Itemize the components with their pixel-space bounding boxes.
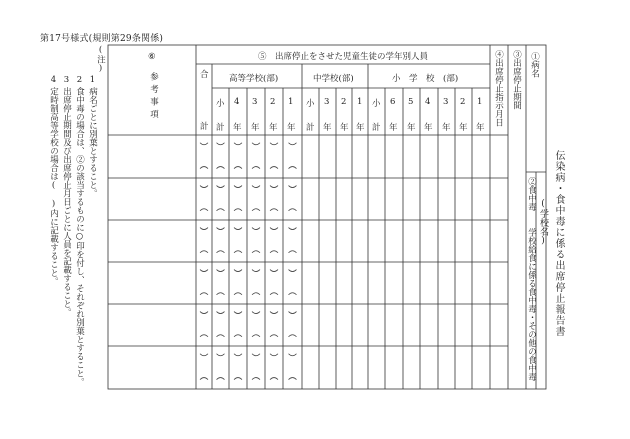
grand-total-top: 合 xyxy=(200,70,209,80)
bracket-open-mark xyxy=(234,312,242,314)
elem-grade-6: 6 xyxy=(390,97,396,107)
middle-grade-1: 1 xyxy=(357,97,363,107)
disease-name-label: ①病名 xyxy=(529,52,540,78)
bracket-open-mark xyxy=(252,270,260,272)
bracket-open-mark xyxy=(200,143,208,145)
bracket-close-mark xyxy=(217,293,225,295)
elem-grade-2: 2 xyxy=(460,97,466,107)
bracket-close-mark xyxy=(252,167,260,169)
note-number-4: 4 xyxy=(48,75,59,85)
bracket-close-mark xyxy=(270,167,278,169)
bracket-close-mark xyxy=(289,335,297,337)
elem-grade-2-nen: 年 xyxy=(459,123,468,133)
suspension-period-header: ③出席停止期間 xyxy=(511,50,522,110)
elem-grade-6-nen: 年 xyxy=(389,123,398,133)
bracket-close-mark xyxy=(252,378,260,380)
note-text-2: 食中毒の場合は、②の該当するものに○印を付し、それぞれ別葉とすること。 xyxy=(74,87,85,386)
form-number: 第17号様式(規則第29条関係) xyxy=(40,34,164,44)
note-number-2: 2 xyxy=(74,75,85,85)
bracket-close-mark xyxy=(234,335,242,337)
bracket-open-mark xyxy=(270,354,278,356)
notes-heading: (注) xyxy=(95,45,106,74)
bracket-close-mark xyxy=(217,378,225,380)
bracket-open-mark xyxy=(200,186,208,188)
note-text-1: 病名ごとに別葉とすること。 xyxy=(87,87,98,198)
high-grade-1: 1 xyxy=(288,97,294,107)
high-grade-3: 3 xyxy=(252,97,258,107)
bracket-close-mark xyxy=(270,335,278,337)
bracket-open-mark xyxy=(289,270,297,272)
note-text-4: 定時制高等学校の場合は( )内に記載すること。 xyxy=(48,87,59,286)
bracket-close-mark xyxy=(270,293,278,295)
bracket-open-mark xyxy=(217,354,225,356)
bracket-close-mark xyxy=(270,378,278,380)
grand-total-bottom: 計 xyxy=(200,122,209,132)
remarks-number: ⑥ xyxy=(148,52,156,62)
middle-school-group-header: 中学校(部) xyxy=(313,74,354,84)
note-text-3: 出席停止期間及び出席停止月日ごとに人員を記載すること。 xyxy=(61,87,72,317)
bracket-close-mark xyxy=(234,293,242,295)
high-grade-2-nen: 年 xyxy=(269,123,278,133)
bracket-open-mark xyxy=(289,312,297,314)
elem-grade-3-nen: 年 xyxy=(442,123,451,133)
bracket-close-mark xyxy=(234,378,242,380)
bracket-open-mark xyxy=(200,228,208,230)
bracket-open-mark xyxy=(270,312,278,314)
bracket-open-mark xyxy=(289,354,297,356)
bracket-close-mark xyxy=(200,293,208,295)
bracket-close-mark xyxy=(289,209,297,211)
middle-grade-2-nen: 年 xyxy=(340,123,349,133)
high-grade-3-nen: 年 xyxy=(251,123,260,133)
report-title: 伝染病・食中毒に係る出席停止報告書 xyxy=(553,150,564,337)
suspension-date-header: ④出席停止指示月日 xyxy=(493,50,504,127)
bracket-open-mark xyxy=(200,270,208,272)
food-poisoning-type-label: 学校給食に係る食中毒・その他の食中毒 xyxy=(526,228,537,381)
high-grade-4-nen: 年 xyxy=(233,123,242,133)
bracket-open-mark xyxy=(252,228,260,230)
bracket-open-mark xyxy=(234,270,242,272)
high-grade-2: 2 xyxy=(270,97,276,107)
bracket-close-mark xyxy=(200,209,208,211)
bracket-open-mark xyxy=(217,312,225,314)
bracket-open-mark xyxy=(200,354,208,356)
bracket-close-mark xyxy=(289,378,297,380)
middle-grade-3: 3 xyxy=(324,97,330,107)
bracket-open-mark xyxy=(252,312,260,314)
note-number-1: 1 xyxy=(87,75,98,85)
elem-grade-4: 4 xyxy=(425,97,431,107)
elem-grade-4-nen: 年 xyxy=(424,123,433,133)
bracket-open-mark xyxy=(289,186,297,188)
bracket-close-mark xyxy=(270,251,278,253)
bracket-open-mark xyxy=(270,270,278,272)
bracket-close-mark xyxy=(252,209,260,211)
high-school-group-header: 高等学校(部) xyxy=(229,74,279,84)
bracket-close-mark xyxy=(200,378,208,380)
elem-grade-5: 5 xyxy=(408,97,414,107)
bracket-open-mark xyxy=(217,143,225,145)
elem-grade-1: 1 xyxy=(477,97,483,107)
middle-subtotal-top: 小 xyxy=(306,99,315,109)
note-number-3: 3 xyxy=(61,75,72,85)
high-subtotal-top: 小 xyxy=(216,99,225,109)
bracket-open-mark xyxy=(270,186,278,188)
bracket-close-mark xyxy=(252,251,260,253)
bracket-close-mark xyxy=(252,335,260,337)
elem-grade-3: 3 xyxy=(443,97,449,107)
bracket-open-mark xyxy=(270,228,278,230)
bracket-close-mark xyxy=(200,167,208,169)
bracket-open-mark xyxy=(217,186,225,188)
bracket-open-mark xyxy=(252,186,260,188)
middle-grade-2: 2 xyxy=(341,97,347,107)
bracket-close-mark xyxy=(234,251,242,253)
bracket-close-mark xyxy=(252,293,260,295)
bracket-open-mark xyxy=(252,143,260,145)
bracket-open-mark xyxy=(289,143,297,145)
bracket-close-mark xyxy=(289,293,297,295)
bracket-close-mark xyxy=(270,209,278,211)
middle-grade-1-nen: 年 xyxy=(356,123,365,133)
remarks-header: 参考事項 xyxy=(148,72,159,122)
elem-subtotal-bottom: 計 xyxy=(372,123,381,133)
high-subtotal-bottom: 計 xyxy=(216,123,225,133)
bracket-close-mark xyxy=(234,209,242,211)
bracket-open-mark xyxy=(234,228,242,230)
bracket-close-mark xyxy=(217,335,225,337)
bracket-open-mark xyxy=(217,228,225,230)
middle-subtotal-bottom: 計 xyxy=(306,123,315,133)
bracket-close-mark xyxy=(234,167,242,169)
grade-count-header: ⑤ 出席停止をさせた児童生徒の学年別人員 xyxy=(258,52,429,62)
school-name-label: (学校名) xyxy=(538,199,548,246)
bracket-open-mark xyxy=(217,270,225,272)
bracket-close-mark xyxy=(200,335,208,337)
bracket-open-mark xyxy=(234,354,242,356)
bracket-close-mark xyxy=(217,209,225,211)
bracket-close-mark xyxy=(200,251,208,253)
elem-subtotal-top: 小 xyxy=(372,99,381,109)
bracket-open-mark xyxy=(200,312,208,314)
bracket-close-mark xyxy=(289,251,297,253)
bracket-close-mark xyxy=(289,167,297,169)
bracket-open-mark xyxy=(234,143,242,145)
bracket-close-mark xyxy=(217,167,225,169)
bracket-open-mark xyxy=(270,143,278,145)
elem-grade-1-nen: 年 xyxy=(476,123,485,133)
high-grade-4: 4 xyxy=(234,97,240,107)
bracket-open-mark xyxy=(252,354,260,356)
food-poisoning-label: ②食中毒 xyxy=(526,177,537,211)
elementary-group-header: 小 学 校 (部) xyxy=(392,74,459,84)
bracket-open-mark xyxy=(289,228,297,230)
high-grade-1-nen: 年 xyxy=(287,123,296,133)
bracket-close-mark xyxy=(217,251,225,253)
middle-grade-3-nen: 年 xyxy=(323,123,332,133)
bracket-open-mark xyxy=(234,186,242,188)
elem-grade-5-nen: 年 xyxy=(407,123,416,133)
